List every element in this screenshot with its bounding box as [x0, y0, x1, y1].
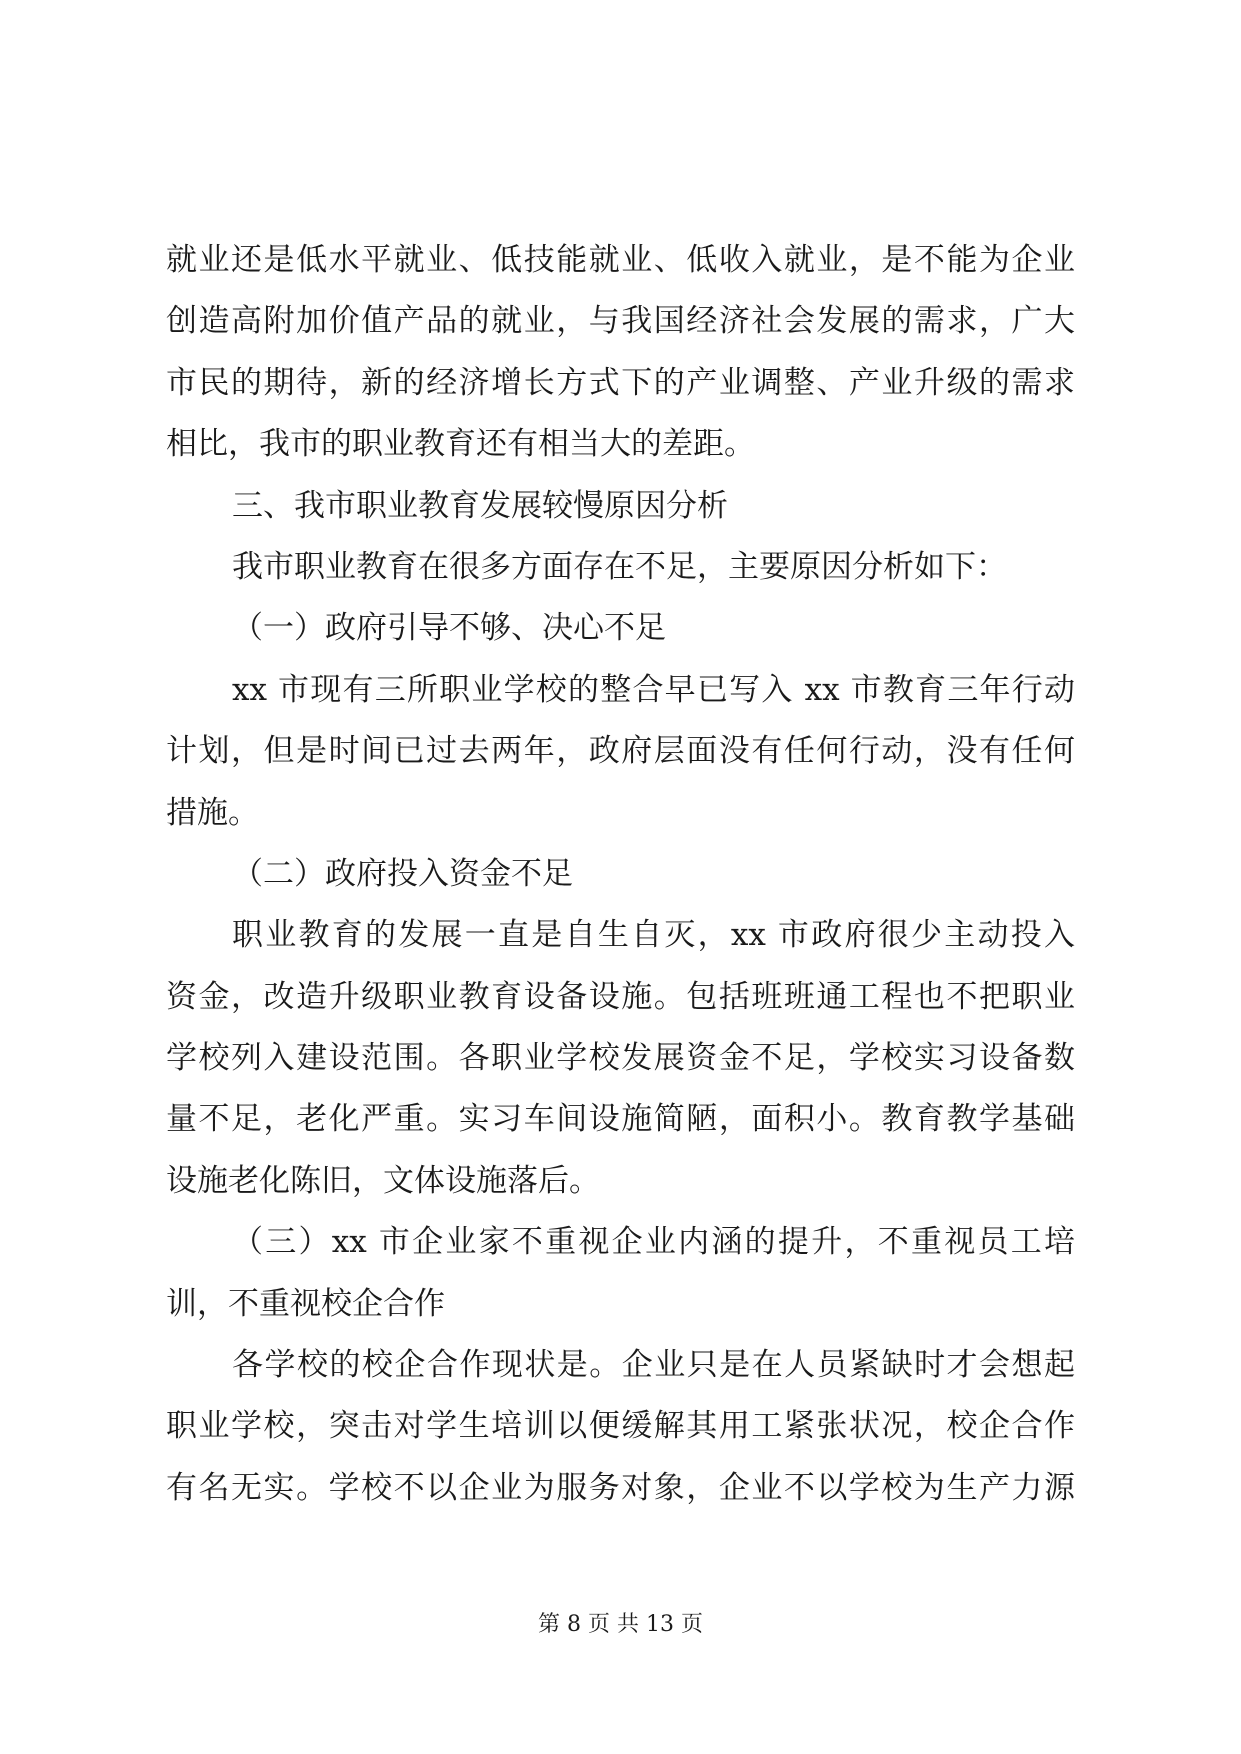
text-line: （一）政府引导不够、决心不足 — [232, 610, 666, 647]
text-line: 训，不重视校企合作 — [166, 1285, 445, 1322]
text-line: 相比，我市的职业教育还有相当大的差距。 — [166, 426, 755, 463]
text-line: 市民的期待，新的经济增长方式下的产业调整、产业升级的需求 — [166, 364, 1075, 401]
text-line: 各学校的校企合作现状是。企业只是在人员紧缺时才会想起 — [232, 1347, 1075, 1384]
text-line: 有名无实。学校不以企业为服务对象，企业不以学校为生产力源 — [166, 1469, 1075, 1506]
text-line: （三）xx 市企业家不重视企业内涵的提升，不重视员工培 — [232, 1224, 1075, 1261]
text-line: 资金，改造升级职业教育设备设施。包括班班通工程也不把职业 — [166, 978, 1075, 1015]
text-line: 措施。 — [166, 794, 259, 831]
text-line: 职业教育的发展一直是自生自灭，xx 市政府很少主动投入 — [232, 917, 1075, 954]
text-line: 学校列入建设范围。各职业学校发展资金不足，学校实习设备数 — [166, 1040, 1075, 1077]
document-body — [166, 230, 1075, 1519]
text-line: 三、我市职业教育发展较慢原因分析 — [232, 487, 728, 524]
text-line: （二）政府投入资金不足 — [232, 855, 573, 892]
text-line: 就业还是低水平就业、低技能就业、低收入就业，是不能为企业 — [166, 242, 1075, 278]
text-line: 职业学校，突击对学生培训以便缓解其用工紧张状况，校企合作 — [166, 1408, 1075, 1445]
text-line: xx 市现有三所职业学校的整合早已写入 xx 市教育三年行动 — [232, 671, 1075, 708]
text-line: 计划，但是时间已过去两年，政府层面没有任何行动，没有任何 — [166, 733, 1075, 770]
page-footer: 第 8 页 共 13 页 — [538, 1612, 703, 1637]
text-line: 量不足，老化严重。实习车间设施简陋，面积小。教育教学基础 — [166, 1101, 1075, 1138]
text-line: 我市职业教育在很多方面存在不足，主要原因分析如下： — [232, 548, 1007, 585]
text-line: 创造高附加价值产品的就业，与我国经济社会发展的需求，广大 — [166, 303, 1075, 340]
text-line: 设施老化陈旧，文体设施落后。 — [166, 1162, 600, 1199]
